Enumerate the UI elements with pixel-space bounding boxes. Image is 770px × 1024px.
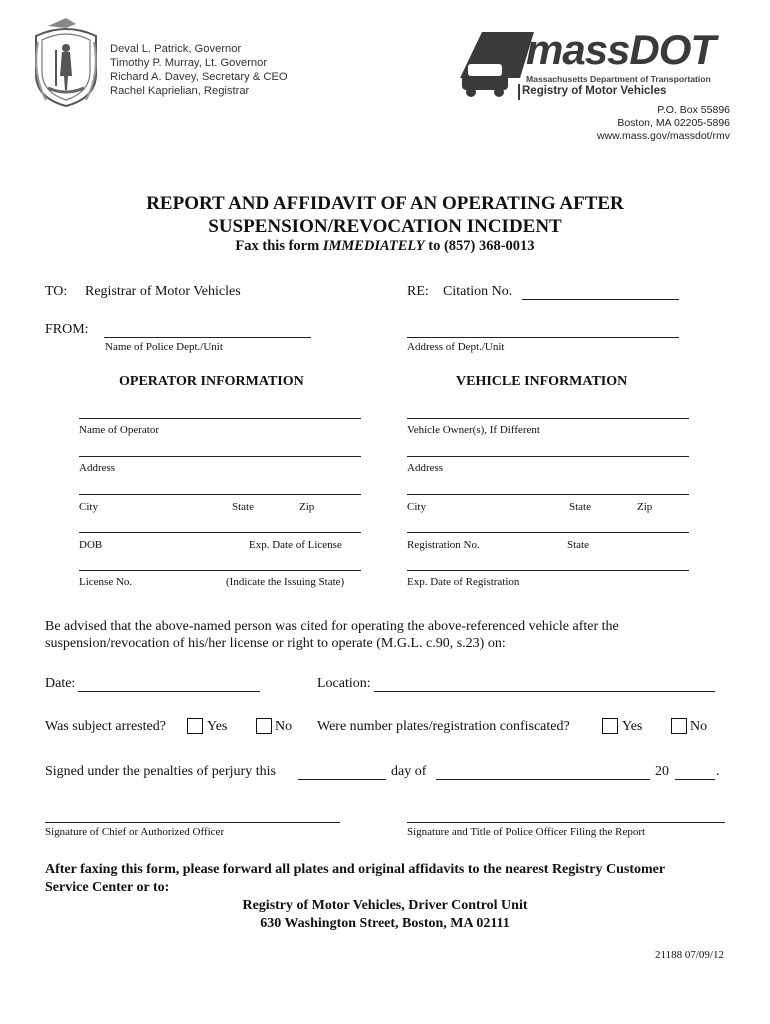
day-of-label: day of bbox=[391, 764, 427, 779]
to-label: TO: bbox=[45, 284, 68, 299]
massdot-logo bbox=[454, 26, 744, 102]
issuing-state-caption: (Indicate the Issuing State) bbox=[226, 576, 345, 588]
to-value: Registrar of Motor Vehicles bbox=[85, 284, 241, 299]
official-lt-governor: Timothy P. Murray, Lt. Governor bbox=[110, 57, 268, 69]
operator-address-field[interactable] bbox=[79, 456, 361, 457]
form-number: 21188 07/09/12 bbox=[655, 949, 724, 961]
address-website: www.mass.gov/massdot/rmv bbox=[596, 130, 730, 142]
date-label: Date: bbox=[45, 676, 76, 691]
dob-caption: DOB bbox=[79, 539, 103, 551]
re-label: RE: bbox=[407, 284, 429, 299]
license-no-caption: License No. bbox=[79, 576, 133, 588]
exp-registration-caption: Exp. Date of Registration bbox=[407, 576, 520, 588]
operator-name-field[interactable] bbox=[79, 418, 361, 419]
operator-name-caption: Name of Operator bbox=[79, 424, 160, 436]
chief-signature-field[interactable] bbox=[45, 822, 340, 823]
forward-instruction-line1: After faxing this form, please forward all plates and original affidavits to the nearest Registry Customer bbox=[45, 862, 666, 877]
vehicle-owner-caption: Vehicle Owner(s), If Different bbox=[407, 424, 540, 436]
citation-label: Citation No. bbox=[443, 284, 513, 299]
exp-license-caption: Exp. Date of License bbox=[249, 539, 342, 551]
year-period: . bbox=[716, 764, 720, 779]
form-title-line1: REPORT AND AFFIDAVIT OF AN OPERATING AFTER bbox=[146, 193, 624, 214]
citation-number-field[interactable] bbox=[522, 299, 679, 300]
registration-field[interactable] bbox=[407, 532, 689, 533]
officials-list bbox=[110, 42, 288, 98]
operator-city-state-zip-field[interactable] bbox=[79, 494, 361, 495]
state-seal bbox=[26, 14, 106, 110]
arrested-no-label: No bbox=[275, 719, 293, 734]
year-prefix-label: 20 bbox=[655, 764, 669, 779]
logo-subtitle-rmv: Registry of Motor Vehicles bbox=[522, 85, 667, 97]
fax-instruction: Fax this form IMMEDIATELY to (857) 368-0013 bbox=[235, 238, 535, 254]
officer-signature-field[interactable] bbox=[407, 822, 725, 823]
chief-signature-caption: Signature of Chief or Authorized Officer bbox=[45, 826, 225, 838]
vehicle-city-state-zip-field[interactable] bbox=[407, 494, 689, 495]
operator-address-caption: Address bbox=[79, 462, 116, 474]
plates-question: Were number plates/registration confiscated? bbox=[317, 719, 570, 734]
incident-location-field[interactable] bbox=[374, 691, 715, 692]
statement-line2: suspension/revocation of his/her license or right to operate (M.G.L. c.90, s.23) on: bbox=[45, 636, 506, 651]
vehicle-address-field[interactable] bbox=[407, 456, 689, 457]
logo-subtitle-dept: Massachusetts Department of Transportation bbox=[526, 74, 711, 84]
vehicle-zip-caption: Zip bbox=[637, 501, 653, 513]
rmv-unit: Registry of Motor Vehicles, Driver Control Unit bbox=[242, 898, 528, 913]
exp-registration-field[interactable] bbox=[407, 570, 689, 571]
arrested-yes-label: Yes bbox=[207, 719, 228, 734]
perjury-year-field[interactable] bbox=[675, 779, 715, 780]
mailing-address bbox=[597, 104, 730, 143]
arrested-question: Was subject arrested? bbox=[45, 719, 166, 734]
license-number-field[interactable] bbox=[79, 570, 361, 571]
operator-heading: OPERATOR INFORMATION bbox=[119, 374, 304, 389]
officer-signature-caption: Signature and Title of Police Officer Filing the Report bbox=[407, 826, 646, 838]
official-governor: Deval L. Patrick, Governor bbox=[110, 43, 242, 55]
operator-city-caption: City bbox=[79, 501, 98, 513]
rmv-street: 630 Washington Street, Boston, MA 02111 bbox=[260, 916, 510, 931]
plates-no-checkbox[interactable] bbox=[671, 718, 687, 734]
incident-date-field[interactable] bbox=[78, 691, 260, 692]
vehicle-heading: VEHICLE INFORMATION bbox=[456, 374, 628, 389]
vehicle-city-caption: City bbox=[407, 501, 426, 513]
address-city: Boston, MA 02205-5896 bbox=[617, 117, 730, 129]
perjury-statement: Signed under the penalties of perjury this bbox=[45, 764, 276, 779]
logo-wordmark: massDOT bbox=[526, 26, 716, 73]
statement-line1: Be advised that the above-named person was cited for operating the above-referenced vehicle after the bbox=[45, 619, 619, 634]
form-title-line2: SUSPENSION/REVOCATION INCIDENT bbox=[208, 216, 562, 237]
vehicle-state-caption: State bbox=[569, 501, 591, 513]
official-registrar: Rachel Kaprielian, Registrar bbox=[110, 85, 250, 97]
registration-state-caption: State bbox=[567, 539, 589, 551]
arrested-no-checkbox[interactable] bbox=[256, 718, 272, 734]
dept-caption: Name of Police Dept./Unit bbox=[105, 341, 223, 353]
official-secretary: Richard A. Davey, Secretary & CEO bbox=[110, 71, 288, 83]
plates-yes-checkbox[interactable] bbox=[602, 718, 618, 734]
operator-dob-field[interactable] bbox=[79, 532, 361, 533]
operator-state-caption: State bbox=[232, 501, 254, 513]
perjury-day-field[interactable] bbox=[298, 779, 386, 780]
police-dept-field[interactable] bbox=[104, 337, 311, 338]
dept-address-caption: Address of Dept./Unit bbox=[407, 341, 505, 353]
plates-no-label: No bbox=[690, 719, 708, 734]
perjury-month-field[interactable] bbox=[436, 779, 650, 780]
forward-instruction-line2: Service Center or to: bbox=[45, 880, 170, 895]
registration-no-caption: Registration No. bbox=[407, 539, 480, 551]
operator-zip-caption: Zip bbox=[299, 501, 315, 513]
dept-address-field[interactable] bbox=[407, 337, 679, 338]
from-label: FROM: bbox=[45, 322, 89, 337]
address-po-box: P.O. Box 55896 bbox=[657, 104, 730, 116]
vehicle-address-caption: Address bbox=[407, 462, 444, 474]
location-label: Location: bbox=[317, 676, 371, 691]
arrested-yes-checkbox[interactable] bbox=[187, 718, 203, 734]
vehicle-owner-field[interactable] bbox=[407, 418, 689, 419]
plates-yes-label: Yes bbox=[622, 719, 643, 734]
